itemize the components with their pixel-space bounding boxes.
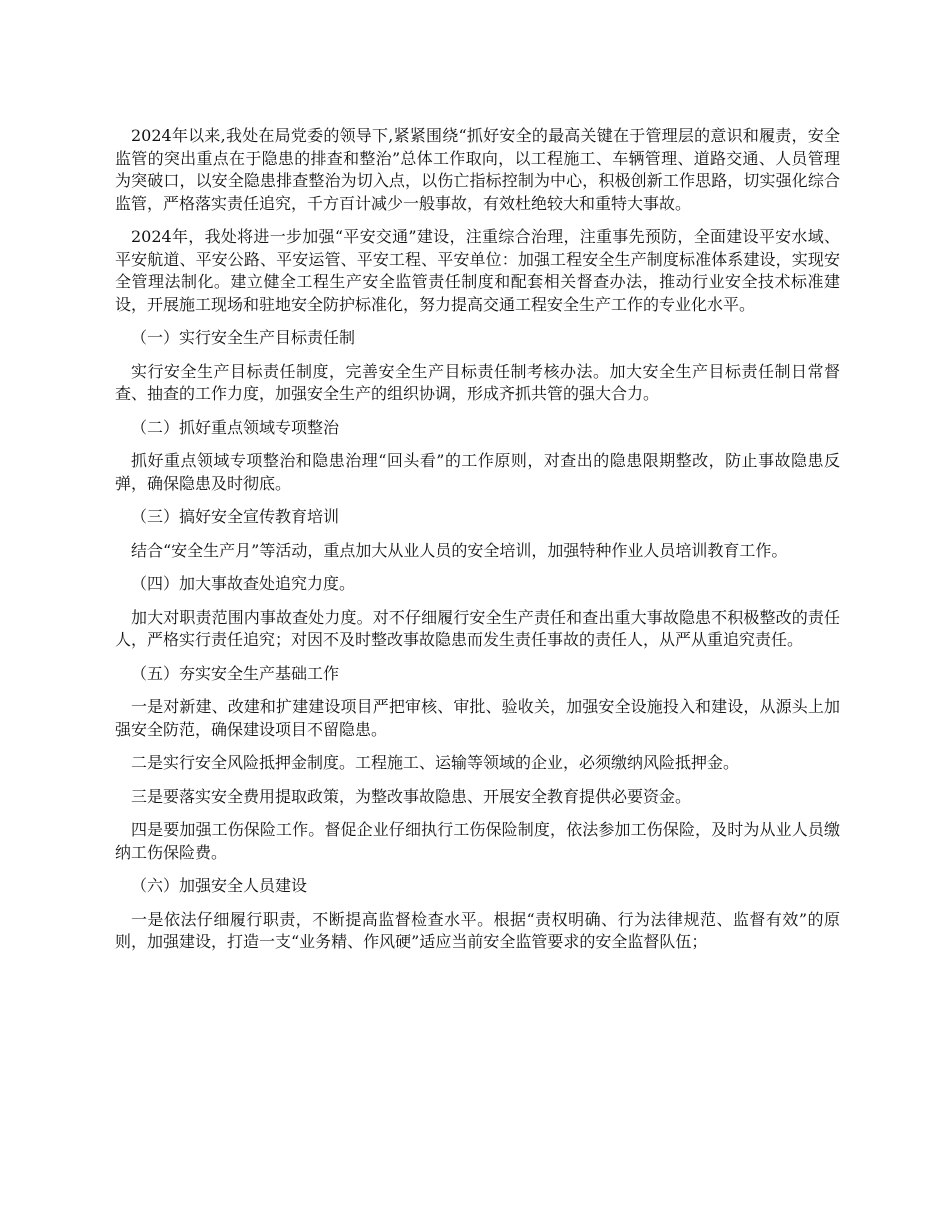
paragraph-section-4: 加大对职责范围内事故查处力度。对不仔细履行安全生产责任和查出重大事故隐患不积极整改的责任人，严格实行责任追究；对因不及时整改事故隐患而发生责任事故的责任人，从严从重追究责任。 xyxy=(115,607,840,649)
paragraph-section-2: 抓好重点领域专项整治和隐患治理“回头看”的工作原则，对查出的隐患限期整改，防止事故隐患反弹，确保隐患及时彻底。 xyxy=(115,451,840,493)
paragraph-section-5-item-1: 一是对新建、改建和扩建建设项目严把审核、审批、验收关，加强安全设施投入和建设，从源头上加强安全防范，确保建设项目不留隐患。 xyxy=(115,697,840,739)
paragraph-section-1: 实行安全生产目标责任制度，完善安全生产目标责任制考核办法。加大安全生产目标责任制日常督查、抽查的工作力度，加强安全生产的组织协调，形成齐抓共管的强大合力。 xyxy=(115,361,840,403)
paragraph-section-3: 结合“安全生产月”等活动，重点加大从业人员的安全培训，加强特种作业人员培训教育工作。 xyxy=(131,540,788,560)
document-body xyxy=(115,125,840,965)
paragraph-section-6-item-1: 一是依法仔细履行职责，不断提高监督检查水平。根据“责权明确、行为法律规范、监督有效”的原则，加强建设，打造一支“业务精、作风硬”适应当前安全监管要求的安全监督队伍； xyxy=(115,909,840,951)
section-heading-1: （一）实行安全生产目标责任制 xyxy=(131,328,356,347)
section-heading-5: （五）夯实安全生产基础工作 xyxy=(131,663,340,683)
paragraph-intro: 2024年以来,我处在局党委的领导下,紧紧围绕“抓好安全的最高关键在于管理层的意识和履责，安全监管的突出重点在于隐患的排查和整治”总体工作取向，以工程施工、车辆管理、道路交通、人员管理为突破口，以安全隐患排查整治为切入点，以伤亡指标控制为中心，积极创新工作思路，切实强化综合监管，严格落实责任追究，千方百计减少一般事故，有效杜绝较大和重特大事故。 xyxy=(115,126,840,213)
paragraph-plan: 2024年，我处将进一步加强“平安交通”建设，注重综合治理，注重事先预防，全面建设平安水域、平安航道、平安公路、平安运管、平安工程、平安单位：加强工程安全生产制度标准体系建设，实现安全管理法制化。建立健全工程生产安全监管责任制度和配套相关督查办法，推动行业安全技术标准建设，开展施工现场和驻地安全防护标准化，努力提高交通工程安全生产工作的专业化水平。 xyxy=(115,227,840,314)
section-heading-4: （四）加大事故查处追究力度。 xyxy=(131,574,356,593)
section-heading-2: （二）抓好重点领域专项整治 xyxy=(131,417,340,437)
section-heading-6: （六）加强安全人员建设 xyxy=(131,876,308,895)
paragraph-section-5-item-3: 三是要落实安全费用提取政策，为整改事故隐患、开展安全教育提供必要资金。 xyxy=(131,786,692,806)
paragraph-section-5-item-2: 二是实行安全风险抵押金制度。工程施工、运输等领域的企业，必须缴纳风险抵押金。 xyxy=(131,753,740,772)
section-heading-3: （三）搞好安全宣传教育培训 xyxy=(131,507,340,526)
paragraph-section-5-item-4: 四是要加强工伤保险工作。督促企业仔细执行工伤保险制度，依法参加工伤保险，及时为从业人员缴纳工伤保险费。 xyxy=(115,820,840,862)
